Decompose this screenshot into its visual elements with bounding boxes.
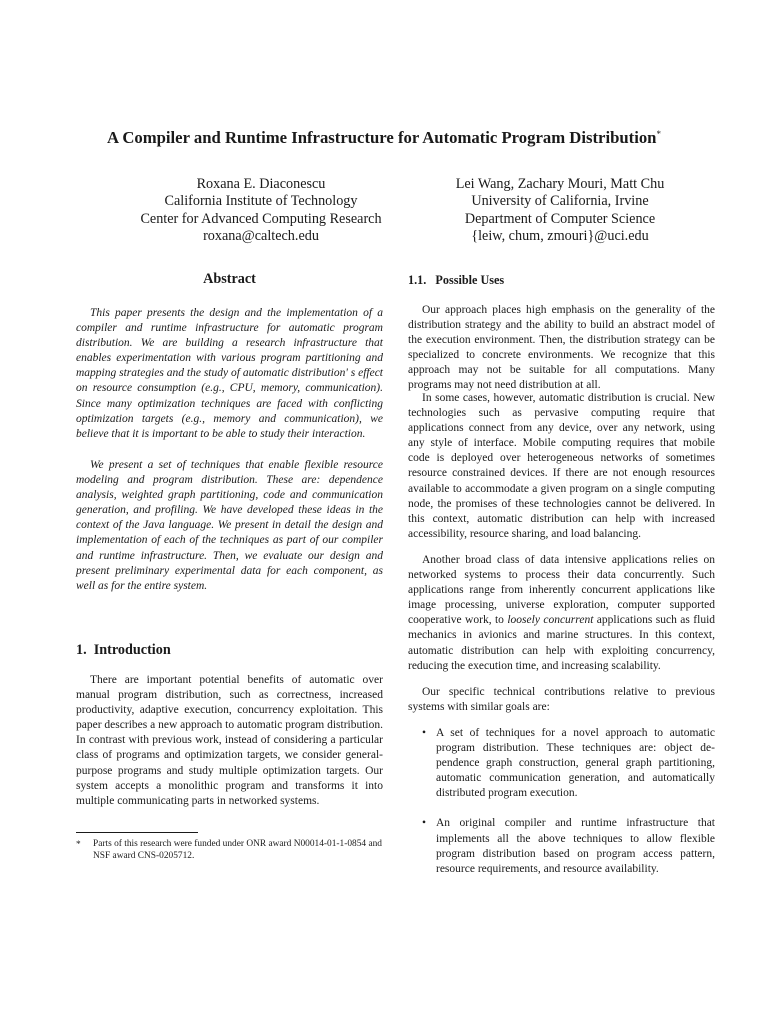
paper-title-text: A Compiler and Runtime Infrastructure for Automatic Program Distribution (107, 128, 657, 147)
list-item (408, 726, 715, 801)
author-name: Lei Wang, Zachary Mouri, Matt Chu (455, 176, 665, 192)
footnote-text: Parts of this research were funded under ONR award N00014-01-1-0854 and NSF award CNS-0205712. (93, 839, 382, 861)
abstract-paragraph-1: This paper presents the design and the implementation of a compiler and runtime infrastructure for automatic program distribution. We are building a research infrastructure that enables experimentation with various program partitioning and mapping strategies and the study of automatic distribution' s effect on resource consumption (e.g., CPU, memory, communication). Since many optimization techniques are faced with conflicting optimization targets (e.g., memory and communication), we believe that it is important to be able to study their interaction. (76, 307, 383, 440)
author-block-2 (400, 176, 720, 246)
possible-uses-paragraph-1: Our approach places high emphasis on the generality of the distribution strategy and the ability to build an abstract model of the execution environment. Then, the distribution strategy can be specialized to concrete environments. We recognize that this approach may not be suitable for all computations. Many programs may not need distribution at all. (408, 304, 715, 392)
bullet-icon: • (422, 727, 427, 739)
list-item-text: A set of techniques for a novel approach to automatic program distribution. These techniques are: object dependence graph construction, general graph partitioning, automatic communication generation, and automatically distributed program execution. (436, 727, 715, 800)
list-item (408, 816, 715, 876)
footnote-mark: * (76, 840, 81, 850)
possible-uses-heading: 1.1. Possible Uses (408, 273, 505, 287)
possible-uses-paragraph-4: Our specific technical contributions relative to previous systems with similar goals are: (408, 686, 715, 714)
author-affiliation: Center for Advanced Computing Research (140, 210, 382, 227)
author-affiliation: California Institute of Technology (164, 193, 358, 210)
author-name: Roxana E. Diaconescu (196, 176, 326, 192)
introduction-paragraph-1: There are important potential benefits of automatic over manual program distribution, such as correctness, increased productivity, adaptive execution, concurrency exploitation. This paper describes a new approach to automatic program distribution. In contrast with previous work, instead of considering a particular class of programs and optimization targets, we consider general-purpose programs and study multiple optimization targets. Our system accepts a monolithic program and transforms it into multiple communicating parts in networked systems. (76, 674, 383, 807)
author-affiliation: University of California, Irvine (471, 193, 649, 210)
footnote-rule (76, 832, 198, 833)
author-affiliation: Department of Computer Science (464, 210, 656, 227)
list-item-text: An original compiler and runtime infrastructure that implements all the above techniques to allow flexible program distribution based on program access pattern, resource requirements, and resource availability. (436, 817, 715, 875)
possible-uses-paragraph-3 (408, 553, 715, 674)
author-email: roxana@caltech.edu (203, 228, 319, 245)
footnote (76, 838, 383, 862)
bullet-icon: • (422, 817, 427, 830)
author-block-1 (76, 176, 446, 246)
introduction-heading: 1. Introduction (76, 642, 171, 658)
contributions-list (408, 726, 715, 892)
title-footnote-mark: * (656, 129, 661, 139)
abstract-paragraph-2: We present a set of techniques that enable flexible resource modeling and program distribution. These are: dependence analysis, weighted graph partitioning, code and communication generation, and profiling. We have developed these ideas in the context of the Java language. We present in detail the design and implementation of each of the techniques as part of our compiler and runtime infrastructure. Then, we evaluate our design and present preliminary experimental data for each component, as well as for the entire system. (76, 459, 383, 592)
paragraph-3-text-start: Another broad class of data intensive applications relies on networked systems to process their data concurrently. Such applications range from inherently concurrent applications like image processing, universe exploration, computer supported cooperative work, to (408, 554, 715, 627)
abstract-heading: Abstract (203, 271, 256, 287)
paper-title (40, 124, 728, 148)
loosely-concurrent-emphasis: loosely concurrent (507, 614, 594, 627)
paragraph-3-text-end: applications such as fluid mechanics in avionics and marine structures. In this context, automatic distribution can help with exploiting concurrency, reducing the execution time, and increasing scalability. (408, 614, 716, 672)
possible-uses-paragraph-2: In some cases, however, automatic distribution is crucial. New technologies such as pervasive computing require that applications connect from any device, over any network, using any style of interface. Mobile computing requires that mobile code is deployed over heterogeneous networks of sometimes resource constrained devices. If there are not enough resources available to accommodate a given program on a single computing node, the promises of these technologies cannot be delivered. In this context, automatic distribution can help with increased accessibility, resource sharing, and load balancing. (408, 392, 715, 540)
author-email: {leiw, chum, zmouri}@uci.edu (471, 228, 649, 245)
